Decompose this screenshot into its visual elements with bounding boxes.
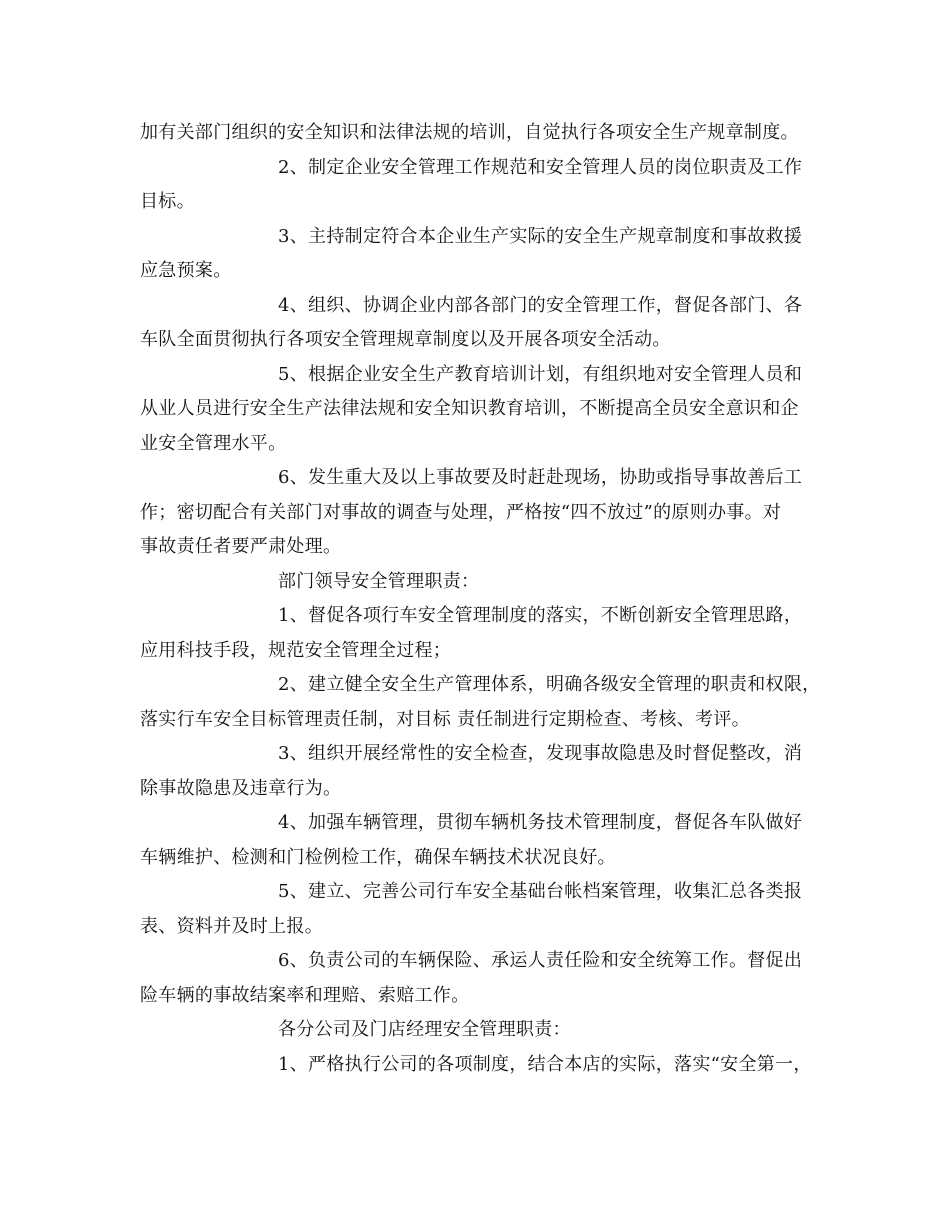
text-line: 应急预案。 [140, 260, 232, 281]
text-line: 6、负责公司的车辆保险、承运人责任险和安全统筹工作。督促出 [278, 950, 803, 971]
text-line: 表、资料并及时上报。 [140, 915, 323, 937]
text-line: 1、严格执行公司的各项制度，结合本店的实际，落实“安全第一， [278, 1053, 812, 1075]
text-line: 险车辆的事故结案率和理赔、索赔工作。 [140, 984, 470, 1006]
text-line: 作；密切配合有关部门对事故的调查与处理，严格按“四不放过”的原则办事。对 [140, 501, 782, 523]
text-line: 1、督促各项行车安全管理制度的落实，不断创新安全管理思路， [278, 605, 803, 626]
text-line: 2、建立健全安全生产管理体系，明确各级安全管理的职责和权限， [278, 674, 821, 695]
text-line: 4、组织、协调企业内部各部门的安全管理工作，督促各部门、各 [278, 294, 803, 316]
text-line: 5、建立、完善公司行车安全基础台帐档案管理，收集汇总各类报 [278, 881, 803, 902]
text-line: 应用科技手段，规范安全管理全过程； [140, 639, 452, 661]
text-line: 6、发生重大及以上事故要及时赶赴现场，协助或指导事故善后工 [278, 467, 803, 488]
text-line: 业安全管理水平。 [140, 432, 287, 454]
document-body [140, 116, 820, 1082]
section-heading: 各分公司及门店经理安全管理职责： [278, 1019, 571, 1040]
text-line: 车队全面贯彻执行各项安全管理规章制度以及开展各项安全活动。 [140, 329, 671, 350]
text-line: 5、根据企业安全生产教育培训计划，有组织地对安全管理人员和 [278, 363, 803, 385]
text-line: 目标。 [140, 191, 195, 212]
text-line: 落实行车安全目标管理责任制，对目标 责任制进行定期检查、考核、考评。 [140, 708, 750, 730]
text-line: 加有关部门组织的安全知识和法律法规的培训，自觉执行各项安全生产规章制度。 [140, 122, 799, 143]
text-line: 车辆维护、检测和门检例检工作，确保车辆技术状况良好。 [140, 846, 616, 868]
text-line: 除事故隐患及违章行为。 [140, 777, 342, 799]
section-heading: 部门领导安全管理职责： [278, 570, 480, 592]
text-line: 从业人员进行安全生产法律法规和安全知识教育培训，不断提高全员安全意识和企 [140, 398, 799, 419]
text-line: 2、制定企业安全管理工作规范和安全管理人员的岗位职责及工作 [278, 156, 803, 178]
text-line: 事故责任者要严肃处理。 [140, 536, 342, 557]
text-line: 3、组织开展经常性的安全检查，发现事故隐患及时督促整改，消 [278, 743, 803, 764]
text-line: 4、加强车辆管理，贯彻车辆机务技术管理制度，督促各车队做好 [278, 812, 803, 833]
text-line: 3、主持制定符合本企业生产实际的安全生产规章制度和事故救援 [278, 225, 803, 247]
